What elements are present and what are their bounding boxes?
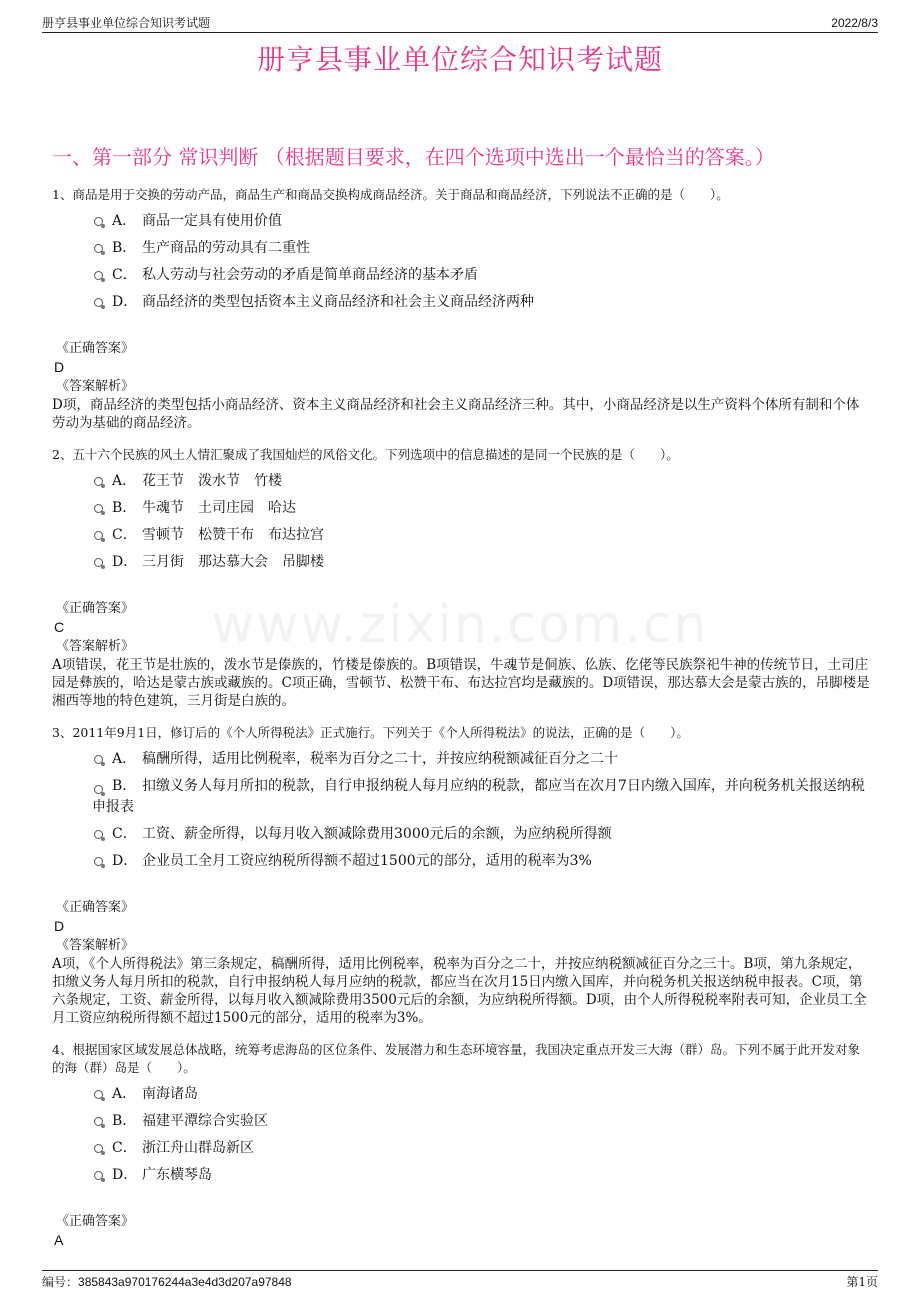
option-b[interactable]: B． 生产商品的劳动具有二重性 [52, 235, 872, 262]
option-c[interactable]: C． 浙江舟山群岛新区 [52, 1135, 872, 1162]
watermark: www.zixin.com.cn [211, 595, 709, 655]
explanation-text: D项，商品经济的类型包括小商品经济、资本主义商品经济和社会主义商品经济三种。其中，小商品经济是以生产资料个体所有制和个体劳动为基础的商品经济。 [52, 397, 860, 431]
answer-value: A [54, 1232, 64, 1248]
answer-label: 《正确答案》 [56, 1214, 135, 1229]
page-footer [42, 1270, 878, 1289]
radio-icon[interactable] [94, 271, 103, 280]
question-3 [52, 724, 872, 1027]
radio-icon[interactable] [94, 558, 103, 567]
option-a[interactable]: A． 花王节 泼水节 竹楼 [52, 468, 872, 495]
explanation-label: 《答案解析》 [56, 938, 135, 953]
radio-icon[interactable] [94, 785, 103, 794]
radio-icon[interactable] [94, 477, 103, 486]
questions-content [52, 186, 872, 1249]
option-b[interactable]: B． 牛魂节 土司庄园 哈达 [52, 495, 872, 522]
answer-label: 《正确答案》 [56, 900, 135, 915]
answer-label: 《正确答案》 [56, 601, 135, 616]
option-c[interactable]: C． 私人劳动与社会劳动的矛盾是简单商品经济的基本矛盾 [52, 262, 872, 289]
radio-icon[interactable] [94, 1171, 103, 1180]
question-stem: 1、商品是用于交换的劳动产品，商品生产和商品交换构成商品经济。关于商品和商品经济，下列说法不正确的是（ ）。 [52, 187, 729, 202]
answer-value: C [54, 619, 65, 635]
section-title: 一、第一部分 常识判断 （根据题目要求，在四个选项中选出一个最恰当的答案。） [52, 145, 775, 169]
page-header [42, 14, 878, 33]
header-date: 2022/8/3 [831, 16, 878, 30]
radio-icon[interactable] [94, 1144, 103, 1153]
answer-value: D [54, 918, 65, 934]
radio-icon[interactable] [94, 504, 103, 513]
explanation-text: A项，《个人所得税法》第三条规定，稿酬所得，适用比例税率，税率为百分之二十，并按应纳税额减征百分之三十。B项，第九条规定，扣缴义务人每月所扣的税款，自行申报纳税人每月应纳的税款，都应当在次月15日内缴入国库，并向税务机关报送纳税申报表。C项，第六条规定，工资、薪金所得，以每月收入额减除费用3500元后的余额，为应纳税所得额。D项，由个人所得税税率附表可知，企业员工全月工资应纳税所得额不超过1500元的部分，适用的税率为3%。 [52, 956, 867, 1026]
radio-icon[interactable] [94, 755, 103, 764]
radio-icon[interactable] [94, 1117, 103, 1126]
explanation-text: A项错误，花王节是壮族的，泼水节是傣族的，竹楼是傣族的。B项错误，牛魂节是侗族、仫族、仡佬等民族祭祀牛神的传统节日，土司庄园是彝族的，哈达是蒙古族或藏族的。C项正确，雪顿节、松赞干布、布达拉宫均是藏族的。D项错误，那达慕大会是蒙古族的，吊脚楼是湘西等地的特色建筑，三月街是白族的。 [52, 657, 870, 709]
option-b[interactable]: B． 福建平潭综合实验区 [52, 1108, 872, 1135]
radio-icon[interactable] [94, 298, 103, 307]
option-c[interactable]: C． 雪顿节 松赞干布 布达拉宫 [52, 522, 872, 549]
question-1 [52, 186, 872, 432]
radio-icon[interactable] [94, 830, 103, 839]
question-stem: 4、根据国家区域发展总体战略，统筹考虑海岛的区位条件、发展潜力和生态环境容量，我国决定重点开发三大海（群）岛。下列不属于此开发对象的海（群）岛是（ ）。 [52, 1042, 860, 1075]
option-c[interactable]: C． 工资、薪金所得，以每月收入额减除费用3000元后的余额，为应纳税所得额 [52, 821, 872, 848]
question-4 [52, 1041, 872, 1249]
question-2 [52, 446, 872, 710]
footer-page-number: 第1页 [846, 1275, 878, 1289]
radio-icon[interactable] [94, 1090, 103, 1099]
footer-code: 编号：385843a970176244a3e4d3d207a97848 [42, 1275, 292, 1289]
option-a[interactable]: A． 南海诸岛 [52, 1081, 872, 1108]
radio-icon[interactable] [94, 217, 103, 226]
radio-icon[interactable] [94, 531, 103, 540]
option-d[interactable]: D． 商品经济的类型包括资本主义商品经济和社会主义商品经济两种 [52, 289, 872, 316]
option-d[interactable]: D． 广东横琴岛 [52, 1162, 872, 1189]
answer-value: D [54, 359, 65, 375]
header-doc-name: 册亨县事业单位综合知识考试题 [42, 16, 211, 30]
option-d[interactable]: D． 企业员工全月工资应纳税所得额不超过1500元的部分，适用的税率为3% [52, 848, 872, 875]
answer-label: 《正确答案》 [56, 341, 135, 356]
radio-icon[interactable] [94, 857, 103, 866]
explanation-label: 《答案解析》 [56, 639, 135, 654]
document-title: 册亨县事业单位综合知识考试题 [256, 43, 663, 76]
option-b[interactable]: B． 扣缴义务人每月所扣的税款，自行申报纳税人每月应纳的税款，都应当在次月7日内缴入国库，并向税务机关报送纳税申报表 [92, 778, 865, 815]
option-a[interactable]: A． 商品一定具有使用价值 [52, 208, 872, 235]
explanation-label: 《答案解析》 [56, 379, 135, 394]
option-a[interactable]: A． 稿酬所得，适用比例税率，税率为百分之二十，并按应纳税额减征百分之二十 [52, 746, 872, 773]
radio-icon[interactable] [94, 244, 103, 253]
question-stem: 2、五十六个民族的风土人情汇聚成了我国灿烂的风俗文化。下列选项中的信息描述的是同一个民族的是（ ）。 [52, 447, 679, 462]
question-stem: 3、2011年9月1日，修订后的《个人所得税法》正式施行。下列关于《个人所得税法》的说法，正确的是（ ）。 [52, 725, 689, 740]
option-d[interactable]: D． 三月街 那达慕大会 吊脚楼 [52, 549, 872, 576]
